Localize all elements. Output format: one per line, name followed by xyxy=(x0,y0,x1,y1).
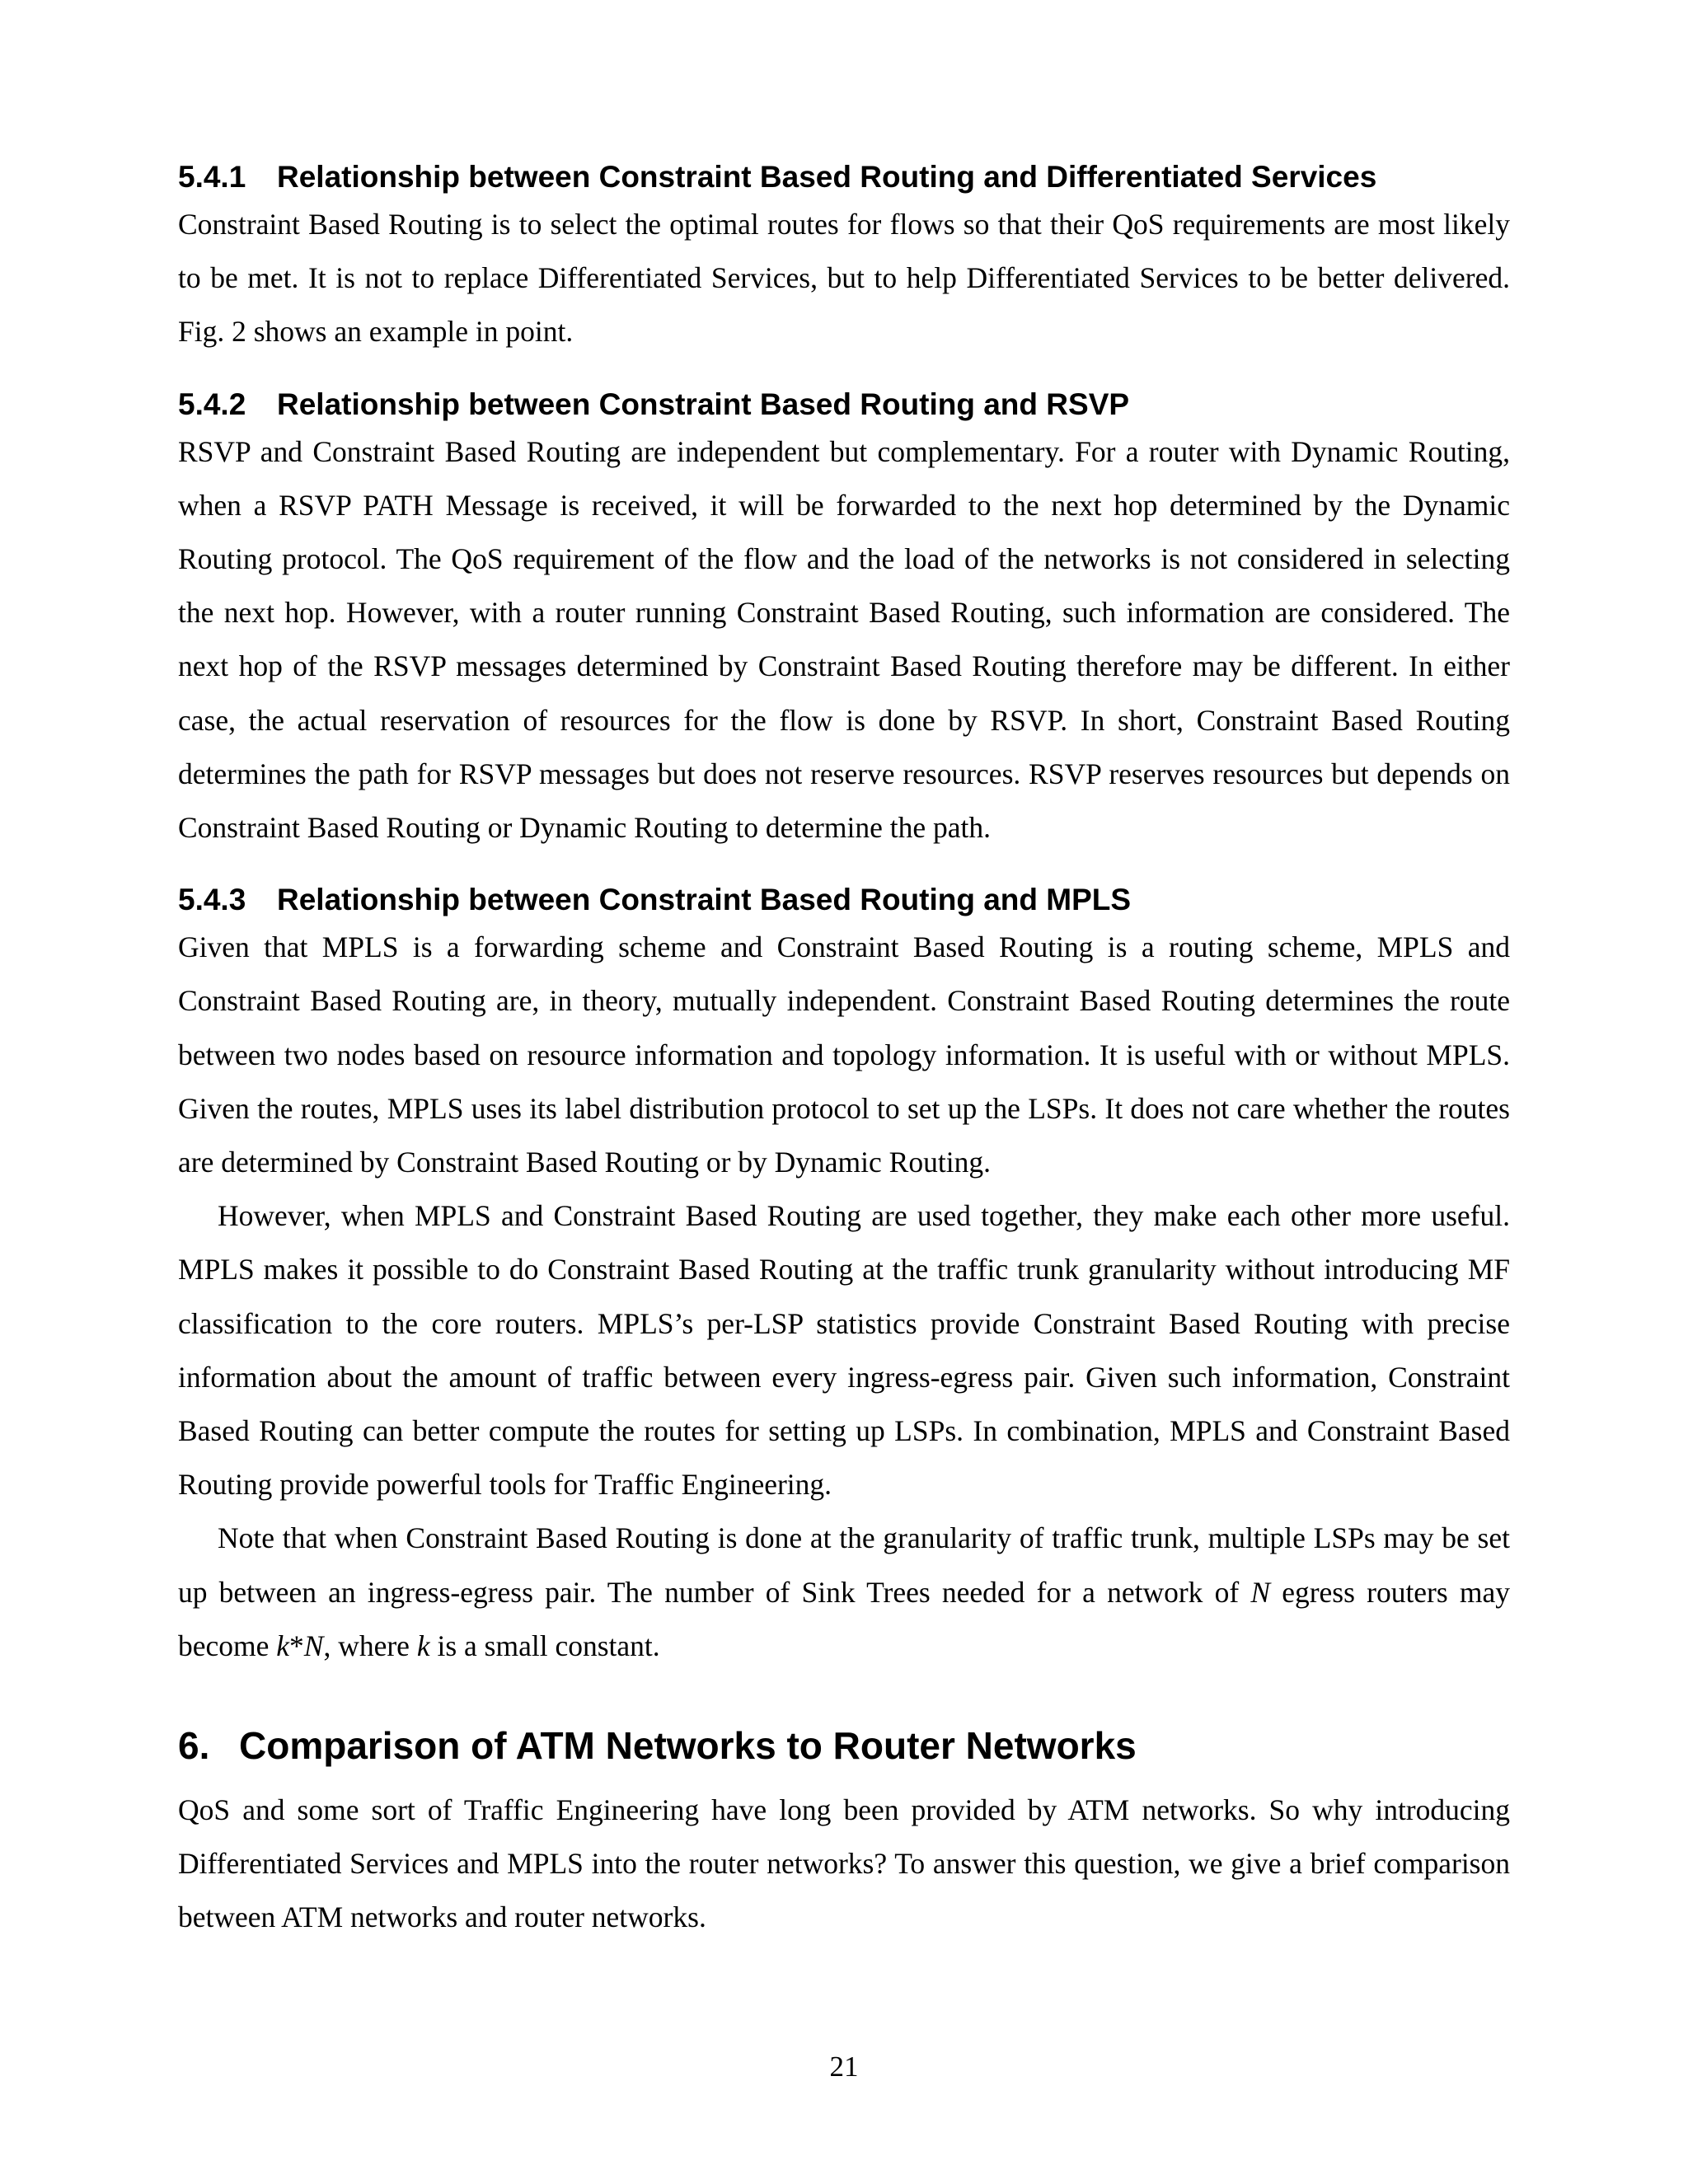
section-title: Relationship between Constraint Based Routing and Differentiated Services xyxy=(277,160,1377,194)
section-number: 6. xyxy=(178,1724,210,1768)
paragraph: However, when MPLS and Constraint Based Routing are used together, they make each other more useful. MPLS makes it possible to do Constraint Based Routing at the traffic trunk granularity without introducing MF classification to the core routers. MPLS’s per-LSP statistics provide Constraint Based Routing with precise information about the amount of traffic between every ingress-egress pair. Given such information, Constraint Based Routing can better compute the routes for setting up LSPs. In combination, MPLS and Constraint Based Routing provide powerful tools for Traffic Engineering. xyxy=(178,1199,1510,1502)
page-number: 21 xyxy=(829,2050,859,2083)
paragraph: RSVP and Constraint Based Routing are independent but complementary. For a router with Dynamic Routing, when a RSVP PATH Message is received, it will be forwarded to the next hop determined by the Dynamic Routing protocol. The QoS requirement of the flow and the load of the networks is not considered in selecting the next hop. However, with a router running Constraint Based Routing, such information are considered. The next hop of the RSVP messages determined by Constraint Based Routing therefore may be different. In either case, the actual reservation of resources for the flow is done by RSVP. In short, Constraint Based Routing determines the path for RSVP messages but does not reserve resources. RSVP reserves resources but depends on Constraint Based Routing or Dynamic Routing to determine the path. xyxy=(178,434,1510,845)
text-run: Note that when Constraint Based Routing is done at the granularity of traffic trunk, multiple LSPs may be set up between an ingress-egress pair. The number of Sink Trees needed for a network of xyxy=(178,1521,1510,1609)
section-number: 5.4.3 xyxy=(178,883,246,917)
section-title: Relationship between Constraint Based Routing and MPLS xyxy=(277,883,1132,917)
section-number: 5.4.2 xyxy=(178,387,246,421)
spacer xyxy=(178,1673,1510,1721)
paragraph: QoS and some sort of Traffic Engineering have long been provided by ATM networks. So why introducing Differentiated Services and MPLS into the router networks? To answer this question, we give a brief comparison between ATM networks and router networks. xyxy=(178,1793,1510,1934)
section-heading-5-4-1 xyxy=(178,157,1510,198)
paragraph xyxy=(178,1511,1510,1673)
section-number: 5.4.1 xyxy=(178,160,246,194)
math-variable: k xyxy=(276,1629,290,1662)
text-run: * xyxy=(289,1629,304,1662)
section-title: Relationship between Constraint Based Routing and RSVP xyxy=(277,387,1130,421)
paragraph: Constraint Based Routing is to select the optimal routes for flows so that their QoS requirements are most likely to be met. It is not to replace Differentiated Services, but to help Differentiated Services to be better delivered. Fig. 2 shows an example in point. xyxy=(178,208,1510,349)
section-heading-5-4-2 xyxy=(178,384,1510,425)
text-run: egress routers may become xyxy=(178,1575,1510,1662)
spacer xyxy=(178,359,1510,384)
spacer xyxy=(178,855,1510,879)
document-page xyxy=(178,157,1510,1945)
math-variable: N xyxy=(1250,1575,1271,1609)
math-variable: N xyxy=(303,1629,324,1662)
paragraph: Given that MPLS is a forwarding scheme and Constraint Based Routing is a routing scheme, MPLS and Constraint Based Routing are, in theory, mutually independent. Constraint Based Routing determines the route between two nodes based on resource information and topology information. It is useful with or without MPLS. Given the routes, MPLS uses its label distribution protocol to set up the LSPs. It does not care whether the routes are determined by Constraint Based Routing or by Dynamic Routing. xyxy=(178,930,1510,1179)
math-variable: k xyxy=(416,1629,430,1662)
text-run: is a small constant. xyxy=(429,1629,660,1662)
section-heading-6 xyxy=(178,1721,1510,1770)
section-heading-5-4-3 xyxy=(178,879,1510,921)
text-run: , where xyxy=(323,1629,417,1662)
section-title: Comparison of ATM Networks to Router Networks xyxy=(239,1724,1137,1768)
